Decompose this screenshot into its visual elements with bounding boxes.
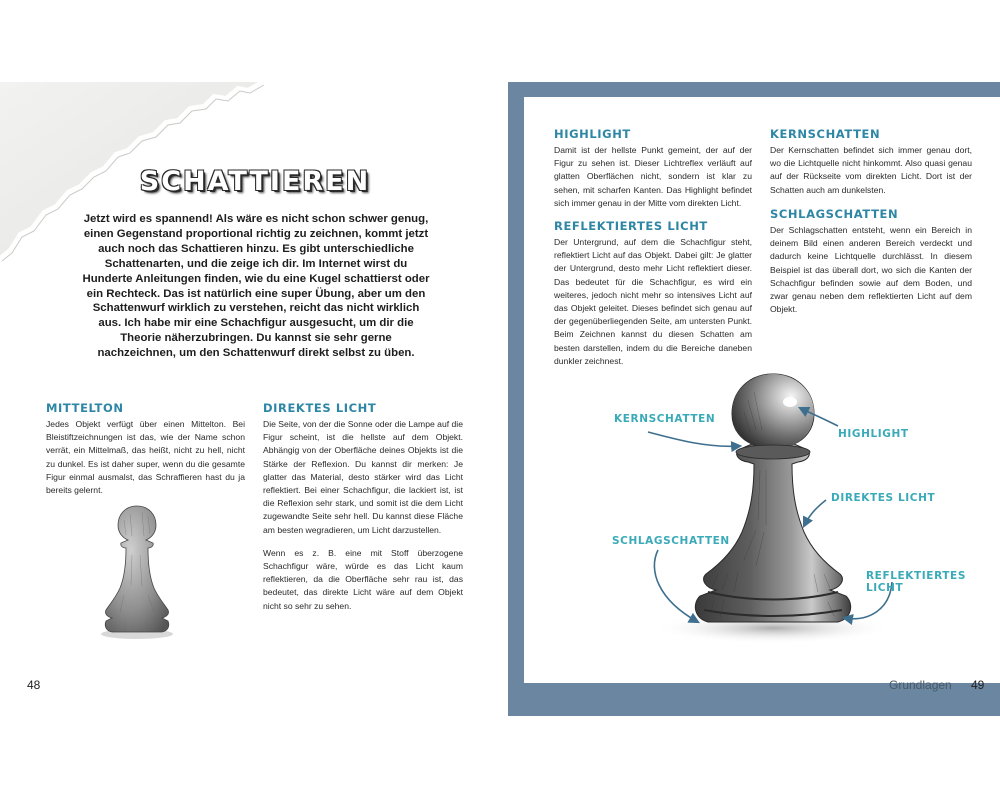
page-title: SCHATTIEREN (139, 166, 371, 197)
direktes-licht-heading: DIREKTES LICHT (263, 401, 377, 415)
callout-schlagschatten: SCHLAGSCHATTEN (612, 535, 730, 547)
direktes-licht-paragraph-2: Wenn es z. B. eine mit Stoff überzogene Schachfigur wäre, würde es das Licht kaum reflektieren, da die Oberfläche sehr rau ist, das bedeutet, das direkte Licht wäre auf dem Objekt nicht so sehr zu sehen. (263, 547, 463, 611)
mittelton-text: Jedes Objekt verfügt über einen Mittelton. Bei Bleistiftzeichnungen ist das, wie der Name schon verrät, ein Mittelmaß, das heißt, nicht zu hell, nicht zu dunkel. Es ist daher super, wenn du die gesamte Figur einmal ausmalst, das Schraffieren hast du ja bereits gelernt. (46, 419, 245, 496)
callout-reflektiertes-licht: REFLEKTIERTES LICHT (866, 570, 966, 594)
page-number-right: 49 (971, 678, 985, 692)
arrow-kernschatten (648, 432, 740, 446)
arrow-direktes-licht (804, 500, 826, 526)
highlight-heading: HIGHLIGHT (554, 127, 631, 141)
kernschatten-text: Der Kernschatten befindet sich immer genau dort, wo die Lichtquelle nicht hinkommt. Also quasi genau auf der Rückseite vom direkten Licht. Dort ist der Schatten auch am dunkelsten. (770, 145, 972, 195)
callout-direktes-licht: DIREKTES LICHT (831, 492, 936, 504)
section-label: Grundlagen (889, 678, 952, 692)
mittelton-heading: MITTELTON (46, 401, 124, 415)
pawn-highlight (783, 397, 797, 407)
schlagschatten-heading: SCHLAGSCHATTEN (770, 207, 899, 221)
direktes-licht-text (263, 418, 463, 623)
highlight-text: Damit ist der hellste Punkt gemeint, der auf der Figur zu sehen ist. Dieser Lichtreflex verläuft auf glatten Oberflächen nicht, sondern ist klar zu sehen, mit scharfen Kanten. Das Highlight befindet sich immer genau in der Mitte vom direkten Licht. (554, 145, 752, 208)
pawn-illustration (508, 360, 1000, 660)
page-number-left: 48 (27, 678, 41, 692)
callout-highlight: HIGHLIGHT (838, 428, 909, 440)
pawn-head (732, 374, 814, 450)
reflektiertes-licht-heading: REFLEKTIERTES LICHT (554, 219, 708, 233)
right-page (508, 0, 1000, 800)
arrow-schlagschatten (654, 550, 698, 622)
reflektiertes-licht-text: Der Untergrund, auf dem die Schachfigur steht, reflektiert Licht auf das Objekt. Dabei gilt: Je glatter der Untergrund, desto mehr Licht reflektiert dieser. Das bedeutet für die Schachfigur, es wird ein weiteres, jedoch nicht mehr so intensives Licht auf das Objekt geleitet. Dieses befindet sich genau auf der gegenüberliegenden Seite, am untersten Punkt. Beim Zeichnen kannst du diesen Schatten am besten darstellen, indem du die Bereiche daneben dunkler zeichnest. (554, 237, 752, 366)
callout-kernschatten: KERNSCHATTEN (614, 413, 716, 425)
schlagschatten-text: Der Schlagschatten entsteht, wenn ein Bereich in deinem Bild einen anderen Bereich verdeckt und dadurch keine Lichtquelle durchlässt. In diesem Beispiel ist das überall dort, wo sich die Kanten der Schachfigur befinden sowie auf dem Boden, und zwar genau neben dem reflektierten Licht auf dem Objekt. (770, 225, 972, 315)
intro-text: Jetzt wird es spannend! Als wäre es nicht schon schwer genug, einen Gegenstand proportional richtig zu zeichnen, kommt jetzt auch noch das Schattieren hinzu. Es gibt unterschiedliche Schattenarten, und die zeige ich dir. Im Internet wirst du Hunderte Anleitungen finden, wie du eine Kugel schattierst oder ein Rechteck. Das ist natürlich eine super Übung, aber um den Schattenwurf wirklich zu verstehen, reicht das nicht wirklich aus. Ich habe mir eine Schachfigur ausgesucht, um dir die Theorie näherzubringen. Du kannst sie sehr gerne nachzeichnen, um den Schattenwurf direkt selbst zu üben. (82, 213, 430, 360)
kernschatten-heading: KERNSCHATTEN (770, 127, 881, 141)
small-pawn-sketch (96, 500, 178, 640)
direktes-licht-paragraph-1: Die Seite, von der die Sonne oder die Lampe auf die Figur scheint, ist die hellste auf dem Objekt. Abhängig von der Oberfläche deines Objekts ist die Stärke der Reflexion. Du kannst dir merken: Je glatter das Material, desto stärker wird das Licht reflektiert. Bei einer Schachfigur, die lackiert ist, ist die Reflexion sehr stark, und somit ist die dem Licht zugewandte Seite sehr hell. Du kannst diese Fläche am besten wegradieren, um Licht darzustellen. (263, 419, 463, 535)
